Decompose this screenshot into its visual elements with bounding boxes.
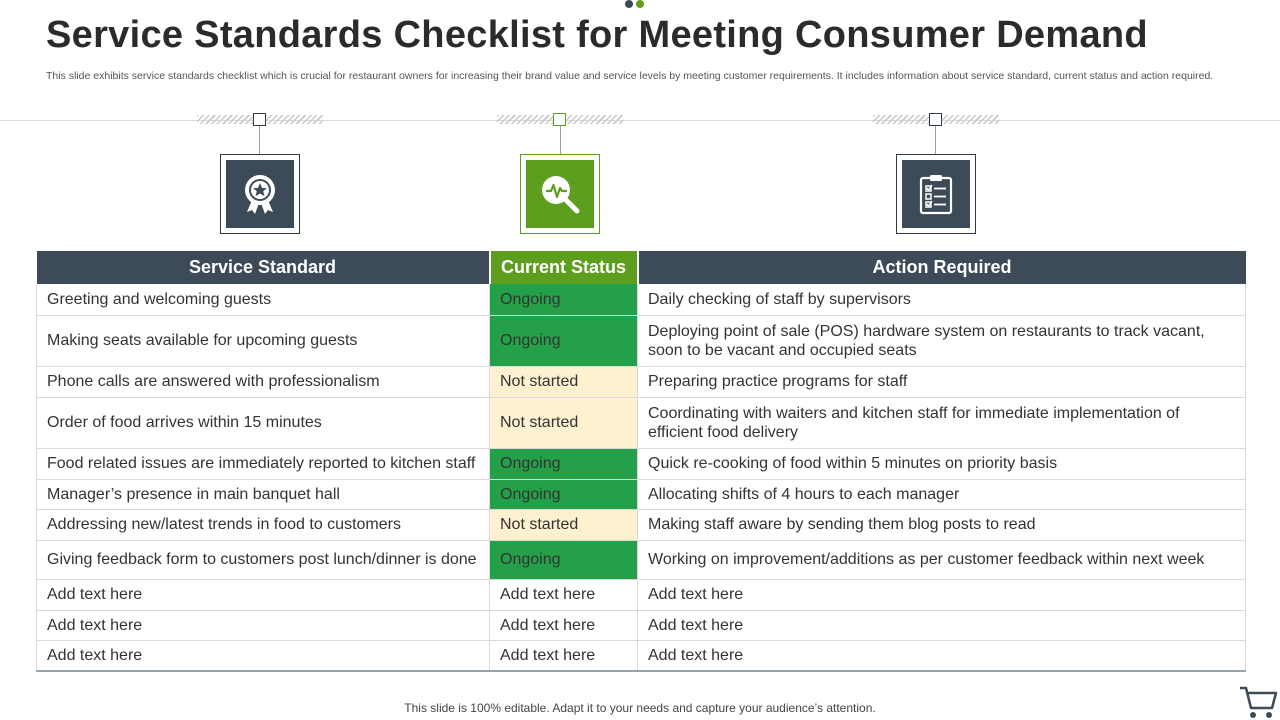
connector-line: [935, 126, 936, 154]
cell-standard: Addressing new/latest trends in food to customers: [37, 509, 490, 540]
table-row: [37, 509, 1246, 540]
page-subtitle: This slide exhibits service standards checklist which is crucial for restaurant owners for increasing their brand value and service levels by meeting customer requirements. It includes information about service standard, current status and action required.: [46, 70, 1214, 82]
cell-status: Add text here: [490, 640, 638, 671]
icon-frame-standard: [220, 154, 300, 234]
cell-status: Add text here: [490, 610, 638, 640]
cell-standard: Food related issues are immediately reported to kitchen staff: [37, 448, 490, 479]
table-row: [37, 579, 1246, 610]
cell-status: Not started: [490, 509, 638, 540]
icon-frame-action: [896, 154, 976, 234]
cell-status: Ongoing: [490, 540, 638, 579]
table-row: [37, 366, 1246, 397]
magnifier-pulse-icon: [538, 172, 582, 216]
connector-line: [560, 126, 561, 154]
cell-standard: Add text here: [37, 610, 490, 640]
cell-status: Ongoing: [490, 284, 638, 315]
cart-icon: [1238, 684, 1278, 720]
cell-action: Add text here: [638, 610, 1246, 640]
cell-status: Not started: [490, 366, 638, 397]
cell-status: Ongoing: [490, 479, 638, 509]
header-action-required: Action Required: [638, 251, 1246, 284]
connector-square: [253, 113, 266, 126]
cell-action: Preparing practice programs for staff: [638, 366, 1246, 397]
cell-standard: Add text here: [37, 579, 490, 610]
table-row: [37, 540, 1246, 579]
cell-standard: Making seats available for upcoming guests: [37, 315, 490, 366]
cell-action: Add text here: [638, 579, 1246, 610]
connector-line: [259, 126, 260, 154]
cell-action: Working on improvement/additions as per customer feedback within next week: [638, 540, 1246, 579]
cell-action: Add text here: [638, 640, 1246, 671]
dot-dark: [625, 0, 633, 8]
connector-square: [553, 113, 566, 126]
table-row: [37, 397, 1246, 448]
page-title: Service Standards Checklist for Meeting Consumer Demand: [46, 14, 1148, 56]
cell-standard: Add text here: [37, 640, 490, 671]
award-badge-icon: [240, 172, 280, 216]
cell-standard: Phone calls are answered with professionalism: [37, 366, 490, 397]
cell-standard: Giving feedback form to customers post lunch/dinner is done: [37, 540, 490, 579]
cell-status: Not started: [490, 397, 638, 448]
footer-note: This slide is 100% editable. Adapt it to your needs and capture your audience’s attention.: [404, 701, 876, 715]
cell-status: Ongoing: [490, 315, 638, 366]
header-current-status: Current Status: [490, 251, 638, 284]
cell-action: Deploying point of sale (POS) hardware system on restaurants to track vacant, soon to be vacant and occupied seats: [638, 315, 1246, 366]
table-row: [37, 479, 1246, 509]
cell-status: Ongoing: [490, 448, 638, 479]
table-header-row: [37, 251, 1246, 284]
cell-action: Making staff aware by sending them blog posts to read: [638, 509, 1246, 540]
table-row: [37, 284, 1246, 315]
cell-action: Coordinating with waiters and kitchen staff for immediate implementation of efficient food delivery: [638, 397, 1246, 448]
cell-status: Add text here: [490, 579, 638, 610]
slide-dots: [625, 0, 644, 8]
clipboard-checklist-icon: [918, 173, 954, 215]
table-row: [37, 640, 1246, 671]
cell-standard: Greeting and welcoming guests: [37, 284, 490, 315]
cell-action: Quick re-cooking of food within 5 minutes on priority basis: [638, 448, 1246, 479]
icon-frame-status: [520, 154, 600, 234]
dot-green: [636, 0, 644, 8]
header-service-standard: Service Standard: [37, 251, 490, 284]
cell-standard: Manager’s presence in main banquet hall: [37, 479, 490, 509]
cell-standard: Order of food arrives within 15 minutes: [37, 397, 490, 448]
table-row: [37, 315, 1246, 366]
cell-action: Daily checking of staff by supervisors: [638, 284, 1246, 315]
header-divider: [0, 120, 1280, 121]
cell-action: Allocating shifts of 4 hours to each manager: [638, 479, 1246, 509]
connector-square: [929, 113, 942, 126]
table-row: [37, 448, 1246, 479]
table-row: [37, 610, 1246, 640]
checklist-table: [36, 251, 1246, 672]
